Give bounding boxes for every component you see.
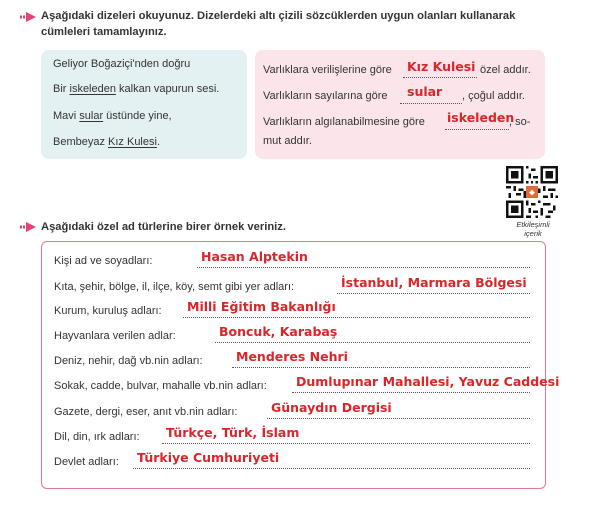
poem-line-4 (53, 136, 160, 148)
qr-code-icon[interactable] (506, 166, 558, 218)
sentence-box (255, 50, 545, 159)
sentence-1-post: özel addır. (480, 64, 531, 76)
poem-text: Mavi (53, 110, 80, 122)
blank-dots (162, 443, 530, 444)
sentence-2-answer: sular (407, 84, 443, 99)
poem-text: Bembeyaz (53, 136, 109, 148)
row-label: Deniz, nehir, dağ vb.nin adları: (54, 355, 203, 367)
row-label: Dil, din, ırk adları: (54, 431, 140, 443)
poem-text: kalkan vapurun sesi. (115, 83, 220, 95)
sentence-2-pre: Varlıkların sayılarına göre (263, 90, 388, 102)
row-answer: Milli Eğitim Bakanlığı (187, 299, 336, 314)
row-label: Hayvanlara verilen adlar: (54, 330, 176, 342)
row-answer: Türkçe, Türk, İslam (166, 425, 300, 440)
row-label: Gazete, dergi, eser, anıt vb.nin adları: (54, 406, 238, 418)
row-label: Sokak, cadde, bulvar, mahalle vb.nin adları: (54, 380, 267, 392)
poem-text: . (156, 136, 161, 148)
blank-dots (215, 342, 530, 343)
underlined-word: Kız Kulesi (108, 136, 157, 148)
qr-label (505, 220, 561, 238)
sentence-1-pre: Varlıklara verilişlerine göre (263, 64, 392, 76)
svg-text:◆: ◆ (529, 187, 535, 197)
poem-text: Bir (53, 83, 70, 95)
row-answer: Günaydın Dergisi (271, 400, 392, 415)
row-label: Kurum, kuruluş adları: (54, 305, 162, 317)
instruction-1-line-2: cümleleri tamamlayınız. (41, 26, 167, 38)
blank-dots (445, 129, 509, 130)
underlined-word: iskeleden (69, 83, 116, 95)
sentence-3-pre: Varlıkların algılanabilmesine göre (263, 116, 425, 128)
blank-dots (133, 468, 530, 469)
sentence-3-post: , so- (509, 116, 531, 128)
sentence-3-answer: iskeleden (447, 110, 515, 125)
sentence-4: mut addır. (263, 135, 312, 147)
poem-line-3 (53, 110, 172, 122)
row-answer: Dumlupınar Mahallesi, Yavuz Caddesi (296, 374, 560, 389)
sentence-1-answer: Kız Kulesi (407, 59, 476, 74)
blank-dots (403, 77, 477, 78)
sentence-2-post: , çoğul addır. (462, 90, 525, 102)
poem-text: üstünde yine, (103, 110, 172, 122)
blank-dots (267, 418, 530, 419)
poem-line-1: Geliyor Boğaziçi'nden doğru (53, 58, 191, 70)
blank-dots (197, 267, 530, 268)
qr-label-line-2: içerik (524, 229, 542, 238)
row-label: Devlet adları: (54, 456, 119, 468)
blank-dots (400, 103, 462, 104)
row-answer: Türkiye Cumhuriyeti (137, 450, 280, 465)
blank-dots (232, 367, 530, 368)
row-label: Kıta, şehir, bölge, il, ilçe, köy, semt gibi yer adları: (54, 281, 295, 293)
arrow-bullet-icon (20, 222, 36, 232)
blank-dots (292, 392, 530, 393)
qr-label-line-1: Etkileşimli (516, 220, 550, 229)
row-answer: Boncuk, Karabaş (219, 324, 338, 339)
underlined-word: sular (79, 110, 104, 122)
row-answer: İstanbul, Marmara Bölgesi (341, 275, 527, 290)
arrow-bullet-icon (20, 12, 36, 22)
poem-box (41, 50, 247, 159)
poem-line-2 (53, 83, 219, 95)
row-answer: Menderes Nehri (236, 349, 348, 364)
instruction-1-line-1: Aşağıdaki dizeleri okuyunuz. Dizelerdeki altı çizili sözcüklerden uygun olanları kullanarak (41, 10, 516, 22)
blank-dots (337, 293, 530, 294)
row-answer: Hasan Alptekin (201, 249, 308, 264)
instruction-2: Aşağıdaki özel ad türlerine birer örnek veriniz. (41, 221, 286, 233)
row-label: Kişi ad ve soyadları: (54, 255, 153, 267)
blank-dots (183, 317, 530, 318)
